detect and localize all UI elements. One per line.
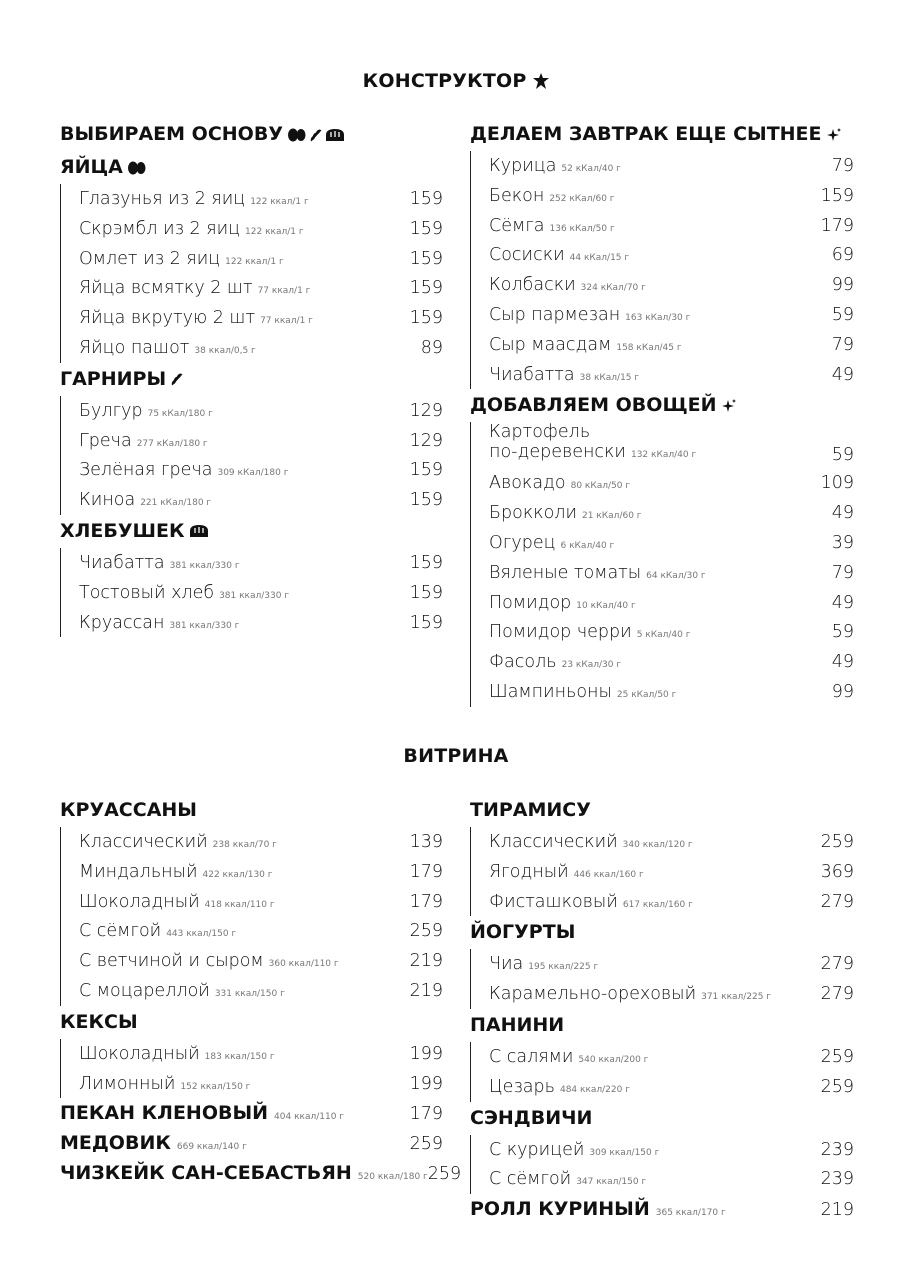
tiramisu-title: ТИРАМИСУ [470,799,591,821]
egg-icon [287,128,307,142]
menu-item: Фисташковый 617 ккал/160 г 279 [489,891,854,912]
menu-item: Вяленые томаты 64 кКал/30 г 79 [489,562,854,583]
menu-item: Круассан 381 ккал/330 г 159 [79,612,443,633]
menu-item: Яйца вкрутую 2 шт 77 ккал/1 г 159 [79,308,443,329]
menu-item: Сыр маасдам 158 кКал/45 г 79 [489,334,854,355]
protein-addons-list [470,151,854,389]
menu-item: Лимонный 152 ккал/150 г 199 [79,1073,443,1094]
yogurts-title: ЙОГУРТЫ [470,921,576,944]
menu-item: Скрэмбл из 2 яиц 122 ккал/1 г 159 [79,218,443,239]
bread-icon [325,128,345,142]
single-menu-item: ПЕКАН КЛЕНОВЫЙ 404 ккал/110 г 179 [60,1102,443,1125]
croissants-title: КРУАССАНЫ [60,799,197,821]
menu-item: Шоколадный 183 ккал/150 г 199 [79,1043,443,1064]
sandwiches-list [470,1135,854,1195]
menu-item: Омлет из 2 яиц 122 ккал/1 г 159 [79,248,443,269]
menu-item: С моцареллой 331 ккал/150 г 219 [79,980,443,1001]
menu-item: Греча 277 кКал/180 г 129 [79,430,443,451]
menu-item: Шампиньоны 25 кКал/50 г 99 [489,681,854,702]
menu-item: Яйца всмятку 2 шт 77 ккал/1 г 159 [79,278,443,299]
menu-item: Бекон 252 кКал/60 г 159 [489,185,854,206]
bread-list [60,548,443,637]
tiramisu-list [470,827,854,916]
single-menu-item: РОЛЛ КУРИНЫЙ 365 ккал/170 г 219 [470,1198,854,1221]
eggs-title: ЯЙЦА [60,151,443,184]
menu-item: Яйцо пашот 38 ккал/0,5 г 89 [79,337,443,358]
sandwiches-title: СЭНДВИЧИ [470,1106,593,1129]
bread-title: ХЛЕБУШЕК [60,515,443,548]
menu-item: Классический 238 ккал/70 г 139 [79,832,443,852]
menu-item: Сыр пармезан 163 кКал/30 г 59 [489,304,854,325]
sparkle-icon [721,398,737,414]
menu-item: Авокадо 80 кКал/50 г 109 [489,473,854,494]
base-heading: ВЫБИРАЕМ ОСНОВУ [60,118,443,151]
menu-item: Шоколадный 418 ккал/110 г 179 [79,891,443,912]
wheat-icon [309,128,323,142]
menu-item: Чиабатта 38 кКал/15 г 49 [489,364,854,385]
croissants-list [60,827,443,1006]
constructor-right-column [470,118,854,707]
star-icon [533,73,549,89]
veggie-addons-list [470,422,854,706]
sides-title: ГАРНИРЫ [60,363,443,396]
menu-item: Помидор 10 кКал/40 г 49 [489,592,854,613]
panini-title: ПАНИНИ [470,1013,565,1036]
sides-list [60,396,443,515]
menu-item: Колбаски 324 кКал/70 г 99 [489,275,854,296]
menu-item: Миндальный 422 ккал/130 г 179 [79,861,443,882]
wheat-icon [170,372,184,386]
egg-icon [127,161,147,175]
vitrina-title: ВИТРИНА [403,745,509,767]
menu-item: Курица 52 кКал/40 г 79 [489,156,854,176]
menu-item: Булгур 75 кКал/180 г 129 [79,400,443,421]
eggs-list [60,184,443,363]
menu-item: С ветчиной и сыром 360 ккал/110 г 219 [79,951,443,972]
panini-list [470,1042,854,1102]
muffins-title: КЕКСЫ [60,1010,138,1033]
constructor-title: КОНСТРУКТОР [0,70,912,92]
veggie-addons-title: ДОБАВЛЯЕМ ОВОЩЕЙ [470,389,854,422]
menu-item: С салями 540 ккал/200 г 259 [489,1046,854,1067]
menu-item: Цезарь 484 ккал/220 г 259 [489,1076,854,1097]
protein-addons-title: ДЕЛАЕМ ЗАВТРАК ЕЩЕ СЫТНЕЕ [470,118,854,151]
menu-item: Помидор черри 5 кКал/40 г 59 [489,622,854,643]
menu-item: Классический 340 ккал/120 г 259 [489,832,854,852]
menu-item: Чиа 195 ккал/225 г 279 [489,954,854,975]
menu-item: Карамельно-ореховый 371 ккал/225 г 279 [489,984,854,1005]
menu-item: Огурец 6 кКал/40 г 39 [489,532,854,553]
menu-item: Киноа 221 кКал/180 г 159 [79,490,443,511]
menu-item: С курицей 309 ккал/150 г 239 [489,1139,854,1160]
muffins-list [60,1039,443,1099]
menu-item: Сёмга 136 кКал/50 г 179 [489,215,854,236]
constructor-left-column [60,118,443,637]
menu-item: Тостовый хлеб 381 ккал/330 г 159 [79,582,443,603]
menu-item: Фасоль 23 кКал/30 г 49 [489,652,854,673]
yogurts-list [470,949,854,1009]
menu-item: Картофель по-деревенски 132 кКал/40 г 59 [489,422,854,466]
vitrina-left-column [60,794,462,1188]
menu-item: Глазунья из 2 яиц 122 ккал/1 г 159 [79,189,443,209]
menu-item: Сосиски 44 кКал/15 г 69 [489,245,854,266]
menu-item: Ягодный 446 ккал/160 г 369 [489,861,854,882]
menu-item: Зелёная греча 309 кКал/180 г 159 [79,460,443,481]
menu-item: Брокколи 21 кКал/60 г 49 [489,503,854,524]
single-menu-item: МЕДОВИК 669 ккал/140 г 259 [60,1132,443,1155]
bread-icon [189,524,209,538]
menu-item: С сёмгой 443 ккал/150 г 259 [79,921,443,942]
single-menu-item: ЧИЗКЕЙК САН-СЕБАСТЬЯН 520 ккал/180 г 259 [60,1162,462,1185]
menu-item: Чиабатта 381 ккал/330 г 159 [79,552,443,573]
vitrina-right-column [470,794,854,1224]
sparkle-icon [826,127,842,143]
menu-item: С сёмгой 347 ккал/150 г 239 [489,1169,854,1190]
